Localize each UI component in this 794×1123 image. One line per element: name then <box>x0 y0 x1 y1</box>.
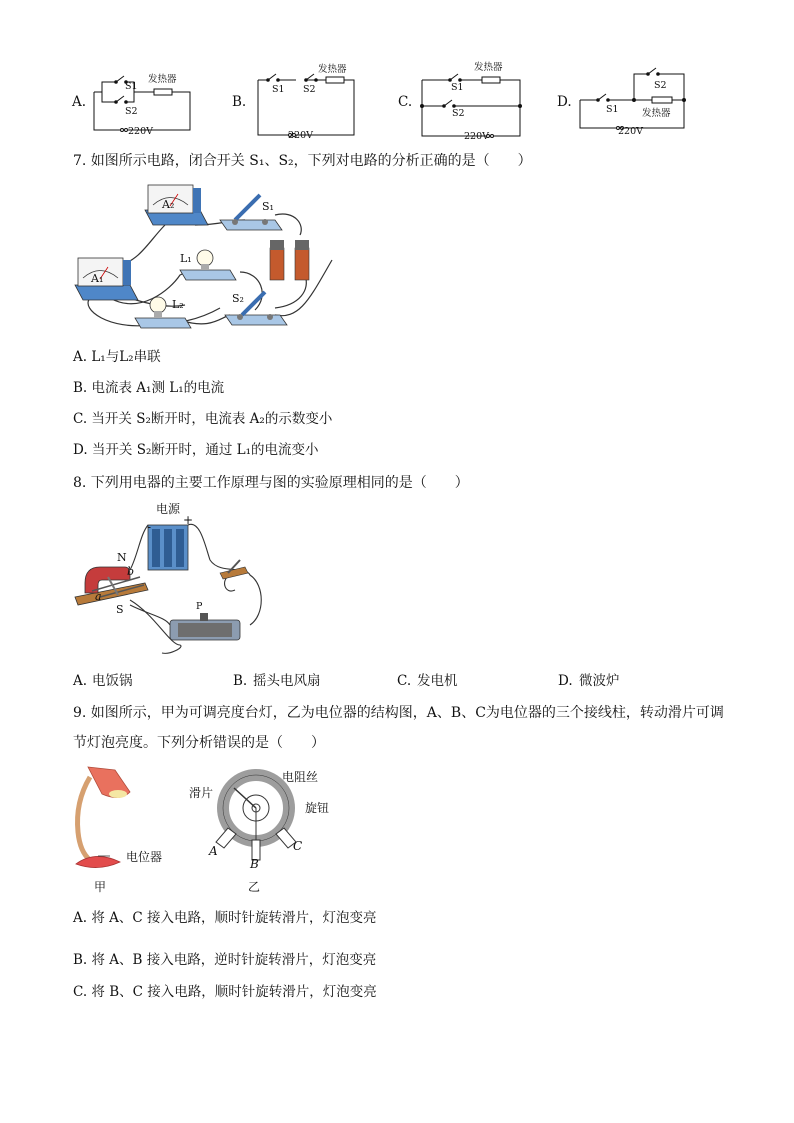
power-supply <box>148 525 188 570</box>
q8-option-a-text: 电饭锅 <box>92 673 133 689</box>
q6-option-d-letter: D. <box>557 94 572 110</box>
q6-circuit-c <box>420 70 522 140</box>
q6-a-heater-label: 发热器 <box>148 74 177 85</box>
q6-b-s2-label: S2 <box>303 84 316 95</box>
q6-c-s2-label: S2 <box>452 108 465 119</box>
ammeter-a2 <box>145 185 208 225</box>
q8-label-b: b <box>127 565 135 578</box>
q9-label-potentiometer: 电位器 <box>126 850 163 864</box>
q8-option-d-letter: D. <box>558 673 573 689</box>
q9-label-knob: 旋钮 <box>305 801 330 815</box>
q6-c-voltage-label: 220V <box>464 131 489 142</box>
q8-experiment-figure <box>70 505 270 655</box>
q7-label-l2: L₂ <box>172 298 184 311</box>
ammeter-a1 <box>75 258 138 300</box>
q6-circuit-b <box>256 70 356 135</box>
q7-label-a2: A₂ <box>162 198 175 211</box>
q9-option-c: C. 将 B、C 接入电路，顺时针旋转滑片，灯泡变亮 <box>73 984 377 1000</box>
q7-label-s2: S₂ <box>232 292 244 305</box>
q6-a-voltage-label: 220V <box>128 126 153 137</box>
q9-label-slider: 滑片 <box>189 786 214 800</box>
q8-stem: 8. 下列用电器的主要工作原理与图的实验原理相同的是（ ） <box>73 475 469 491</box>
q6-a-s2-label: S2 <box>125 106 138 117</box>
magnet-track <box>75 567 148 605</box>
rheostat <box>170 613 240 640</box>
q8-option-c-letter: C. <box>397 673 412 689</box>
q8-label-power: 电源 <box>156 502 181 516</box>
q9-option-b: B. 将 A、B 接入电路，逆时针旋转滑片，灯泡变亮 <box>73 952 377 968</box>
q8-label-s: S <box>116 603 124 616</box>
q8-option-c-text: 发电机 <box>417 673 458 689</box>
q6-d-s1-label: S1 <box>606 104 619 115</box>
q6-d-s2-label: S2 <box>654 80 667 91</box>
q7-stem: 7. 如图所示电路，闭合开关 S₁、S₂，下列对电路的分析正确的是（ ） <box>73 153 532 169</box>
q8-option-b-text: 摇头电风扇 <box>253 673 321 689</box>
q6-option-a-letter: A. <box>72 94 87 110</box>
q7-label-a1: A₁ <box>91 272 104 285</box>
q6-a-s1-label: S1 <box>125 81 138 92</box>
q7-option-c: C. 当开关 S₂断开时，电流表 A₂的示数变小 <box>73 411 333 427</box>
q7-circuit-figure <box>70 180 330 340</box>
q8-option-d-text: 微波炉 <box>579 673 620 689</box>
q7-label-l1: L₁ <box>180 252 192 265</box>
q8-label-n: N <box>117 551 127 564</box>
q7-option-b: B. 电流表 A₁测 L₁的电流 <box>73 380 225 396</box>
q7-option-a: A. L₁与L₂串联 <box>73 349 161 365</box>
knife-switch <box>220 560 248 579</box>
q9-stem-line2: 节灯泡亮度。下列分析错误的是（ ） <box>73 735 325 751</box>
q6-b-s1-label: S1 <box>272 84 285 95</box>
q9-label-yi: 乙 <box>248 880 261 894</box>
q6-option-b-letter: B. <box>232 94 247 110</box>
q8-label-p: P <box>196 601 203 612</box>
q7-option-d: D. 当开关 S₂断开时，通过 L₁的电流变小 <box>73 442 319 458</box>
q8-label-plus: + <box>183 513 194 527</box>
q9-label-c: C <box>293 839 303 853</box>
q9-label-jia: 甲 <box>94 880 107 894</box>
q8-label-minus: - <box>147 520 152 534</box>
q9-stem-line1: 9. 如图所示，甲为可调亮度台灯，乙为电位器的结构图，A、B、C为电位器的三个接线柱，转动滑片可调 <box>73 705 724 721</box>
q6-circuit-d <box>578 70 686 132</box>
batteries <box>270 240 309 280</box>
q6-b-voltage-label: 220V <box>288 130 313 141</box>
q6-d-heater-label: 发热器 <box>642 108 671 119</box>
q7-label-s1: S₁ <box>262 200 274 213</box>
q9-label-b: B <box>250 857 259 871</box>
q6-c-s1-label: S1 <box>451 82 464 93</box>
q8-option-a-letter: A. <box>73 673 88 689</box>
q6-b-heater-label: 发热器 <box>318 64 347 75</box>
q8-option-b-letter: B. <box>233 673 248 689</box>
q9-option-a: A. 将 A、C 接入电路，顺时针旋转滑片，灯泡变亮 <box>73 910 377 926</box>
q8-label-a: a <box>95 590 102 603</box>
q9-label-a: A <box>209 844 218 858</box>
q6-d-voltage-label: 220V <box>618 126 643 137</box>
q6-c-heater-label: 发热器 <box>474 62 503 73</box>
q6-option-c-letter: C. <box>398 94 413 110</box>
q9-label-resistance-wire: 电阻丝 <box>282 770 319 784</box>
